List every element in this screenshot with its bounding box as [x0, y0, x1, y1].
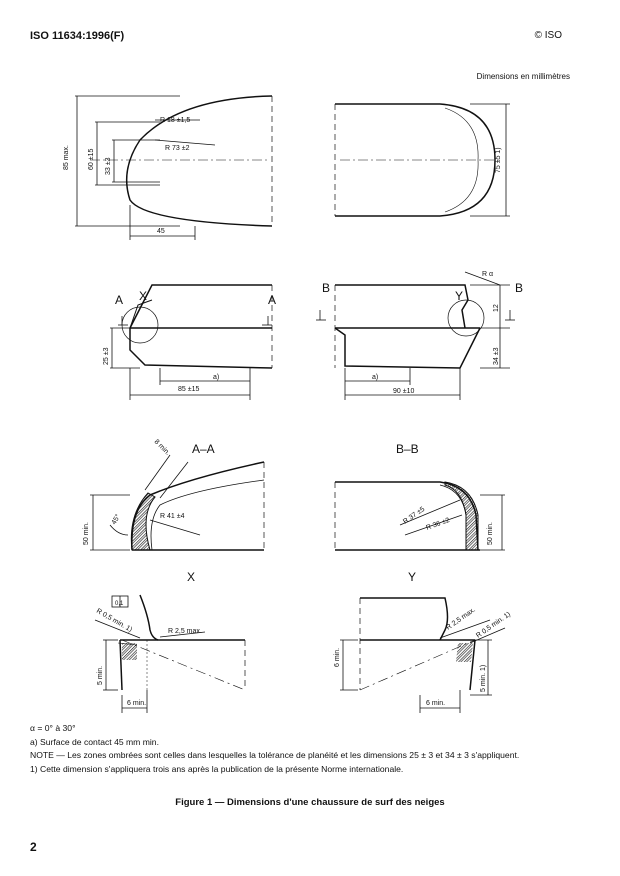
dim-r25-y: R 2,5 max. — [445, 606, 477, 632]
dim-75: 75 ±5 1) — [495, 147, 502, 173]
figure-caption: Figure 1 — Dimensions d'une chaussure de surf des neiges — [175, 797, 445, 808]
dim-33: 33 ±3 — [105, 157, 112, 175]
top-right-view — [335, 104, 510, 216]
section-mark-b-right: B — [515, 281, 524, 295]
note-footnote-1: 1) Cette dimension s'appliquera trois ans après la publication de la présente Norme internationale. — [30, 763, 404, 774]
note-a: a) Surface de contact 45 mm min. — [30, 736, 159, 747]
section-aa-view — [90, 455, 264, 550]
view-title-x: X — [187, 570, 196, 584]
dim-r18: R 18 ±1,5 — [160, 117, 191, 124]
note-alpha: α = 0° à 30° — [30, 723, 76, 733]
dim-45: 45 — [157, 228, 165, 235]
dimensions-note: Dimensions en millimètres — [476, 72, 570, 81]
middle-left-view — [110, 285, 272, 400]
dim-5min-y: 5 min. 1) — [480, 664, 487, 692]
dim-r37: R 37 ±5 — [402, 505, 427, 526]
dim-85: 85 ±15 — [178, 386, 200, 393]
dim-6min-y: 6 min. — [334, 647, 341, 667]
dim-50min-bb: 50 min. — [487, 522, 494, 545]
dim-60: 60 ±15 — [88, 148, 95, 170]
dim-12: 12 — [493, 304, 500, 312]
page-number: 2 — [30, 840, 37, 854]
note-a-right: a) — [372, 374, 379, 381]
figure-notes — [30, 724, 600, 778]
dim-r25-x: R 2,5 max. — [168, 628, 202, 635]
copyright: © ISO — [534, 30, 562, 41]
dim-r73: R 73 ±2 — [165, 145, 190, 152]
view-title-y: Y — [408, 570, 417, 584]
flatness-symbol: 0,1 — [115, 601, 124, 607]
section-mark-b-left: B — [322, 281, 331, 295]
detail-mark-y: Y — [455, 289, 464, 303]
section-mark-a-right: A — [268, 293, 277, 307]
dim-r36: R 36 ±2 — [425, 516, 451, 532]
dim-6min-y-bottom: 6 min. — [426, 700, 446, 707]
dim-85max: 85 max. — [63, 145, 70, 170]
dim-r05-x: R 0,5 min. 1) — [95, 607, 134, 634]
standard-number: ISO 11634:1996(F) — [30, 30, 125, 42]
dim-34: 34 ±3 — [493, 347, 500, 365]
note-a-left: a) — [213, 374, 220, 381]
dim-8min: 8 min. — [152, 438, 172, 457]
section-bb-view — [335, 482, 505, 550]
note-general: NOTE — Les zones ombrées sont celles dans lesquelles la tolérance de planéité et les dimensions 25 ± 3 et 34 ± 3 s'appliquent. — [30, 750, 520, 761]
dim-45deg: 45° — [110, 513, 123, 526]
detail-y-view — [340, 598, 505, 713]
dim-r-alpha: R α — [482, 271, 494, 278]
view-title-aa: A–A — [192, 442, 215, 456]
dim-r41: R 41 ±4 — [160, 513, 185, 520]
dim-5min-x: 5 min. — [97, 665, 104, 685]
dim-6min-x: 6 min. — [127, 700, 147, 707]
detail-x-view — [95, 595, 245, 713]
dim-r05-y: R 0,5 min. 1) — [475, 610, 512, 640]
dim-50min-aa: 50 min. — [83, 522, 90, 545]
view-title-bb: B–B — [396, 442, 419, 456]
section-mark-a-left: A — [115, 293, 124, 307]
dim-90: 90 ±10 — [393, 388, 415, 395]
dim-25: 25 ±3 — [103, 347, 110, 365]
middle-right-view — [316, 272, 515, 400]
detail-mark-x: X — [139, 289, 148, 303]
